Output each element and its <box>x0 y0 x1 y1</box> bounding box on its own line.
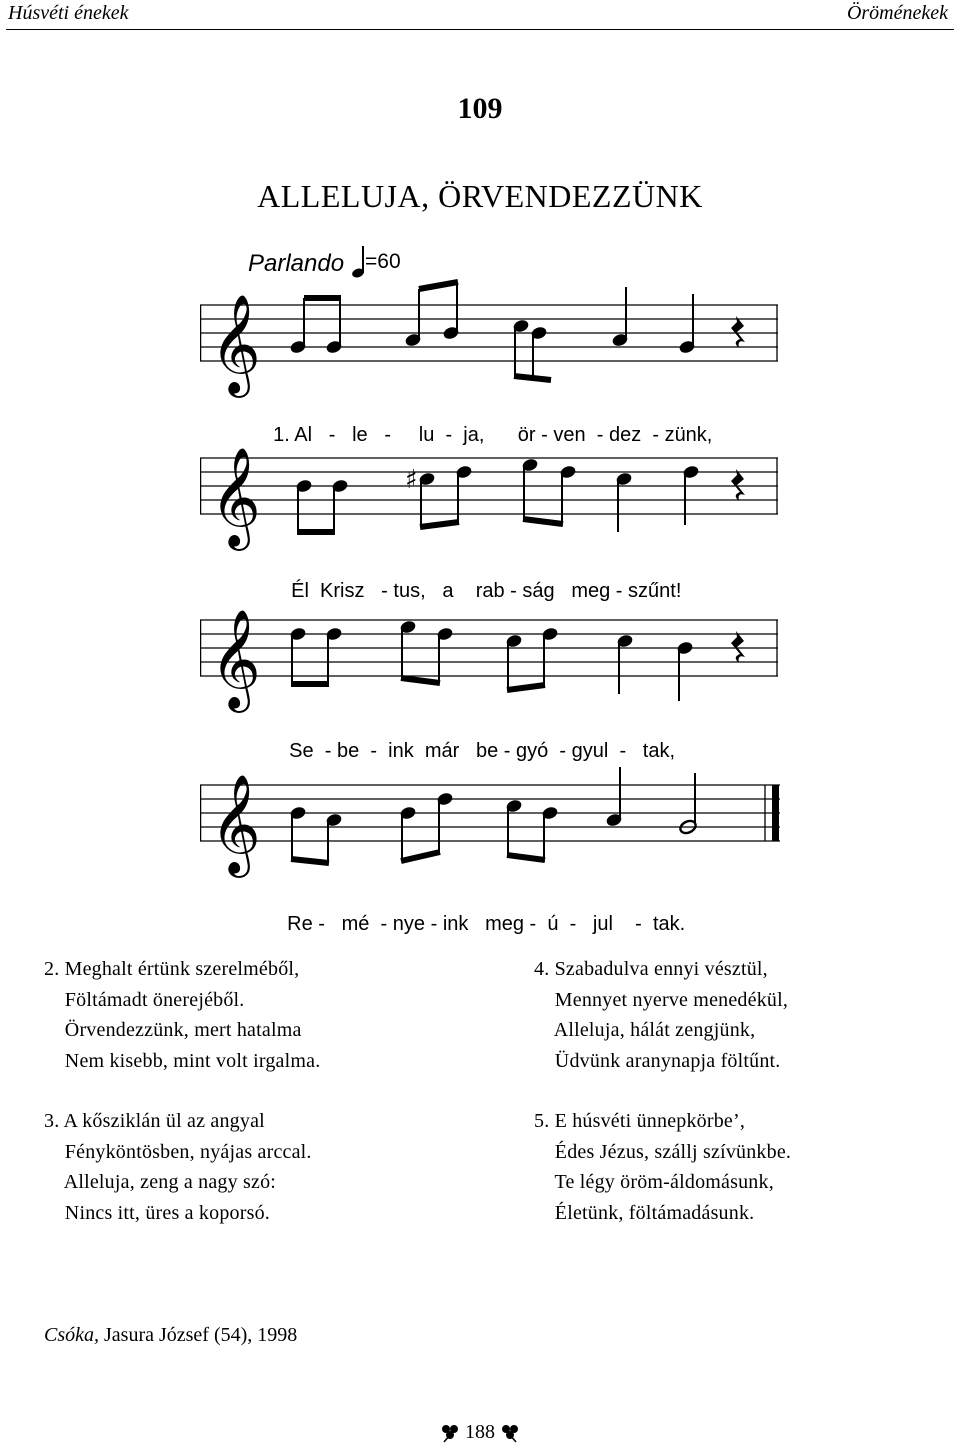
page-number: 188 <box>465 1421 495 1443</box>
treble-clef-icon <box>210 774 261 878</box>
page-footer <box>0 1421 960 1444</box>
source-credit <box>44 1324 297 1347</box>
treble-clef-icon <box>210 609 261 713</box>
final-barline <box>772 785 779 841</box>
music-staff-1 <box>200 270 780 400</box>
lyrics-line-2: Él Krisz - tus, a rab - ság meg - szűnt! <box>291 580 682 602</box>
music-staff-4 <box>200 755 780 885</box>
music-staff-3 <box>200 590 780 720</box>
lyrics-line-1: 1. Al - le - lu - ja, ör - ven - dez - zünk, <box>273 424 713 446</box>
lyrics-line-4: Re - mé - nye - ink meg - ú - jul - tak. <box>287 913 686 935</box>
lyrics-line-3: Se - be - ink már be - gyó - gyul - tak, <box>289 740 676 762</box>
sharp-icon: ♯ <box>405 465 418 495</box>
source-details: Jasura József (54), 1998 <box>104 1324 298 1346</box>
verse-3: 3. A kősziklán ül az angyal Fényköntösben, nyájas arccal. Alleluja, zeng a nagy szó: Nincs itt, üres a koporsó. <box>44 1110 312 1224</box>
metronome-value: =60 <box>365 250 401 273</box>
hymn-number: 109 <box>457 92 503 125</box>
svg-text:𝄞: 𝄞 <box>210 609 261 709</box>
svg-text:𝄞: 𝄞 <box>210 774 261 874</box>
treble-clef-icon <box>210 447 261 551</box>
tempo-marking: Parlando <box>248 250 345 277</box>
treble-clef-icon <box>210 294 261 398</box>
clover-ornament-icon <box>500 1423 520 1443</box>
svg-text:𝄞: 𝄞 <box>210 447 261 547</box>
running-header-right: Öröménekek <box>846 2 948 24</box>
running-header-left: Húsvéti énekek <box>8 2 129 24</box>
verse-2: 2. Meghalt értünk szerelméből, Föltámadt önerejéből. Örvendezzünk, mert hatalma Nem kisebb, mint volt irgalma. <box>44 958 321 1072</box>
source-place: Csóka, <box>44 1324 99 1346</box>
hymn-title: ALLELUJA, ÖRVENDEZZÜNK <box>257 178 703 214</box>
header-rule <box>6 29 954 30</box>
music-staff-2 <box>200 428 780 558</box>
svg-text:𝄞: 𝄞 <box>210 294 261 394</box>
clover-ornament-icon <box>440 1423 460 1443</box>
verse-5: 5. E húsvéti ünnepkörbe’, Édes Jézus, szállj szívünkbe. Te légy öröm-áldomásunk, Életünk, föltámadásunk. <box>534 1110 792 1224</box>
verse-4: 4. Szabadulva ennyi vésztül, Mennyet nyerve menedékül, Alleluja, hálát zengjünk, Üdvünk aranynapja föltűnt. <box>534 958 789 1072</box>
